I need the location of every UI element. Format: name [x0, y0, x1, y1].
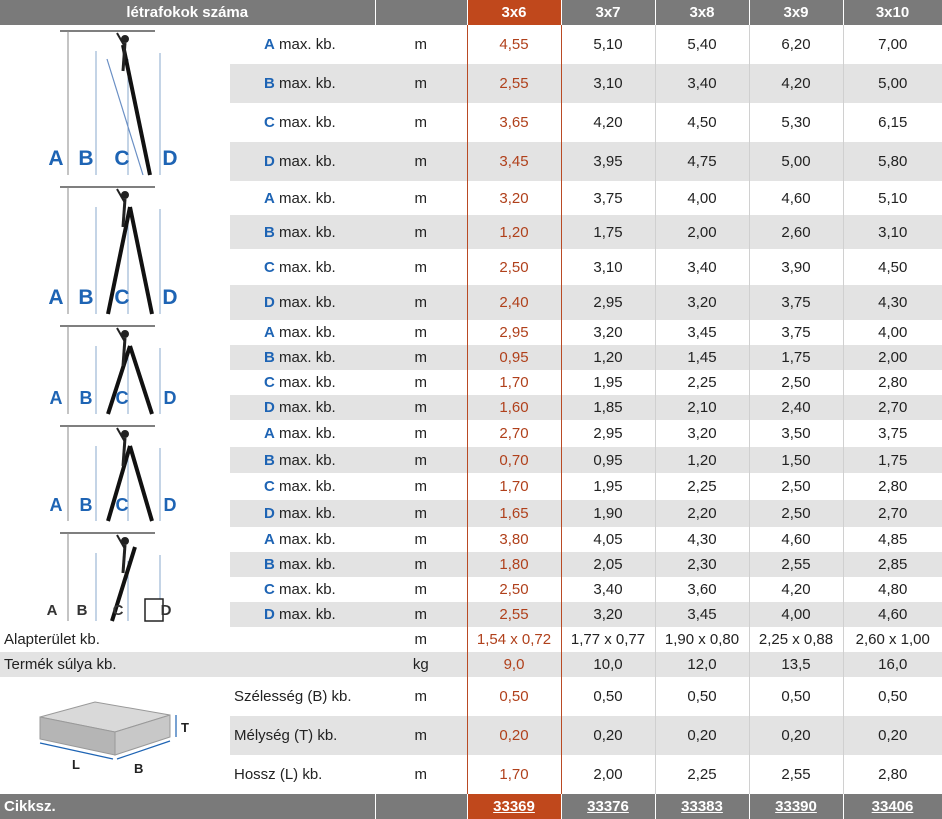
footprint-row-label: Alapterület kb. — [4, 631, 100, 648]
unit-cell: m — [414, 114, 428, 131]
value-cell: 2,55 — [467, 64, 561, 103]
unit-cell: m — [414, 36, 428, 53]
value-cell: 4,60 — [749, 181, 843, 215]
row-letter: C — [264, 581, 275, 598]
ladder-illustration — [0, 181, 230, 320]
diagram-letter-a: A — [48, 147, 64, 170]
unit-cell: m — [414, 478, 428, 495]
value-cell: 3,75 — [749, 285, 843, 320]
unit-cell: m — [414, 189, 428, 207]
unit-cell: m — [414, 425, 428, 442]
unit-cell: m — [375, 395, 467, 420]
value-cell: 4,55 — [467, 25, 561, 64]
value-cell: 1,50 — [749, 447, 843, 473]
row-letter: C — [264, 258, 275, 276]
unit-cell: m — [375, 716, 467, 755]
row-label — [230, 142, 375, 181]
ladder-illustration — [0, 420, 230, 527]
value-cell: 2,40 — [749, 395, 843, 420]
header-title: létrafokok száma — [0, 0, 375, 25]
value-cell: 4,20 — [561, 103, 655, 142]
value-cell: 1,90 — [561, 500, 655, 527]
row-letter: B — [264, 75, 275, 92]
value-cell: 2,25 — [655, 370, 749, 395]
article-code-link[interactable]: 33369 — [493, 798, 535, 815]
value-cell: 3,20 — [655, 420, 749, 447]
article-code-link[interactable]: 33383 — [681, 798, 723, 815]
row-label-suffix: max. kb. — [279, 75, 336, 92]
value-cell: 5,10 — [561, 25, 655, 64]
unit-cell: m — [375, 285, 467, 320]
diagram-letter-c: C — [114, 286, 130, 309]
value-cell: 4,60 — [843, 602, 942, 627]
diagram-letter-d: D — [162, 147, 178, 170]
unit-cell: m — [414, 631, 428, 648]
footer-row — [0, 794, 942, 819]
diagram-letter-d: D — [163, 495, 177, 515]
value-cell: 4,30 — [843, 285, 942, 320]
value-cell: 2,70 — [843, 395, 942, 420]
value-cell: 4,60 — [749, 527, 843, 552]
value-cell: 0,20 — [655, 716, 749, 755]
row-label — [230, 447, 375, 473]
value-cell: 2,50 — [749, 370, 843, 395]
row-letter: C — [264, 478, 275, 495]
value-cell: 3,20 — [561, 320, 655, 345]
value-cell: 3,45 — [655, 320, 749, 345]
ladder-illustration — [0, 320, 230, 420]
row-letter: A — [264, 425, 275, 442]
row-letter: C — [264, 374, 275, 391]
value-cell: 1,90 x 0,80 — [655, 627, 749, 652]
row-label-suffix: max. kb. — [279, 556, 336, 573]
row-label-suffix: max. kb. — [279, 581, 336, 598]
row-label — [230, 395, 375, 420]
value-cell: 4,75 — [655, 142, 749, 181]
value-cell: 4,00 — [843, 320, 942, 345]
unit-cell: m — [375, 215, 467, 249]
unit-cell: m — [414, 258, 428, 276]
value-cell: 4,50 — [843, 249, 942, 285]
value-cell: 3,40 — [655, 249, 749, 285]
value-cell: 3,95 — [561, 142, 655, 181]
value-cell: 1,70 — [467, 473, 561, 500]
value-cell: 1,80 — [467, 552, 561, 577]
header-model-3x10: 3x10 — [843, 0, 942, 25]
footprint-row — [0, 627, 942, 652]
value-cell: 5,40 — [655, 25, 749, 64]
value-cell: 2,25 — [655, 473, 749, 500]
value-cell: 2,70 — [843, 500, 942, 527]
value-cell: 4,30 — [655, 527, 749, 552]
value-cell: 0,70 — [467, 447, 561, 473]
unit-cell: m — [375, 64, 467, 103]
row-letter: D — [264, 294, 275, 311]
article-code-cell — [843, 794, 942, 819]
row-label-suffix: max. kb. — [279, 36, 336, 53]
article-code-link[interactable]: 33390 — [775, 798, 817, 815]
unit-cell: m — [375, 552, 467, 577]
value-cell: 1,54 x 0,72 — [467, 627, 561, 652]
value-cell: 5,00 — [843, 64, 942, 103]
diagram-letter-d: D — [162, 286, 178, 309]
value-cell: 0,50 — [467, 677, 561, 716]
header-unit-blank — [375, 0, 467, 25]
table-row — [0, 181, 942, 215]
value-cell: 1,70 — [467, 370, 561, 395]
value-cell: 1,60 — [467, 395, 561, 420]
row-letter: D — [264, 606, 275, 623]
value-cell: 2,80 — [843, 473, 942, 500]
unit-cell: m — [375, 500, 467, 527]
value-cell: 2,00 — [561, 755, 655, 794]
value-cell: 3,80 — [467, 527, 561, 552]
value-cell: 0,20 — [843, 716, 942, 755]
dimension-label: Hossz (L) kb. — [234, 766, 323, 783]
value-cell: 2,85 — [843, 552, 942, 577]
unit-cell: m — [375, 142, 467, 181]
row-label-suffix: max. kb. — [279, 223, 336, 241]
value-cell: 1,75 — [843, 447, 942, 473]
unit-cell: kg — [375, 652, 467, 677]
value-cell: 0,20 — [749, 716, 843, 755]
value-cell: 3,40 — [561, 577, 655, 602]
row-label — [230, 473, 375, 500]
article-code-link[interactable]: 33406 — [871, 798, 914, 815]
value-cell: 2,80 — [843, 755, 942, 794]
row-letter: A — [264, 189, 275, 207]
value-cell: 16,0 — [843, 652, 942, 677]
diagram-letter-a: A — [48, 286, 64, 309]
value-cell: 2,00 — [843, 345, 942, 370]
header-row — [0, 0, 942, 25]
value-cell: 1,65 — [467, 500, 561, 527]
ladder-diagram-5 — [0, 527, 230, 627]
value-cell: 2,70 — [467, 420, 561, 447]
row-label — [230, 370, 375, 395]
row-label — [230, 103, 375, 142]
weight-row-label: Termék súlya kb. — [0, 652, 375, 677]
row-label — [230, 25, 375, 64]
ladder-diagram-2 — [0, 181, 230, 320]
article-code-cell — [749, 794, 843, 819]
value-cell: 1,45 — [655, 345, 749, 370]
row-label-suffix: max. kb. — [279, 478, 336, 495]
value-cell: 2,95 — [561, 420, 655, 447]
value-cell: 2,55 — [467, 602, 561, 627]
value-cell: 2,00 — [655, 215, 749, 249]
value-cell: 5,10 — [843, 181, 942, 215]
diagram-letter-b: B — [79, 388, 93, 408]
row-label-suffix: max. kb. — [279, 189, 336, 207]
value-cell: 5,00 — [749, 142, 843, 181]
diagram-letter-c: C — [115, 388, 129, 408]
value-cell: 3,10 — [561, 64, 655, 103]
value-cell: 2,60 — [749, 215, 843, 249]
value-cell: 2,05 — [561, 552, 655, 577]
value-cell: 6,15 — [843, 103, 942, 142]
unit-cell: m — [414, 688, 428, 705]
row-letter: B — [264, 451, 275, 469]
value-cell: 2,25 x 0,88 — [749, 627, 843, 652]
row-label — [230, 215, 375, 249]
value-cell: 2,60 x 1,00 — [843, 627, 942, 652]
header-model-3x7: 3x7 — [561, 0, 655, 25]
value-cell: 4,85 — [843, 527, 942, 552]
value-cell: 2,95 — [561, 285, 655, 320]
value-cell: 6,20 — [749, 25, 843, 64]
value-cell: 2,30 — [655, 552, 749, 577]
value-cell: 2,55 — [749, 755, 843, 794]
value-cell: 3,45 — [467, 142, 561, 181]
diagram-letter-d: D — [163, 388, 177, 408]
package-box-illustration — [0, 677, 230, 794]
unit-cell: m — [375, 447, 467, 473]
value-cell: 7,00 — [843, 25, 942, 64]
row-label-suffix: max. kb. — [279, 399, 336, 416]
row-label-suffix: max. kb. — [279, 425, 336, 442]
ladder-diagram-4 — [0, 420, 230, 527]
row-label — [230, 500, 375, 527]
value-cell: 2,25 — [655, 755, 749, 794]
diagram-letter-a: A — [49, 388, 63, 408]
value-cell: 4,00 — [749, 602, 843, 627]
value-cell: 4,05 — [561, 527, 655, 552]
unit-cell: m — [375, 345, 467, 370]
value-cell: 3,10 — [843, 215, 942, 249]
article-number-label: Cikksz. — [0, 794, 375, 819]
table-row — [0, 320, 942, 345]
row-label — [230, 420, 375, 447]
value-cell: 3,65 — [467, 103, 561, 142]
value-cell: 1,95 — [561, 370, 655, 395]
row-label — [230, 64, 375, 103]
row-label-suffix: max. kb. — [279, 531, 336, 548]
footer-blank — [375, 794, 467, 819]
header-model-3x9: 3x9 — [749, 0, 843, 25]
value-cell: 5,80 — [843, 142, 942, 181]
article-code-cell — [561, 794, 655, 819]
header-model-3x8: 3x8 — [655, 0, 749, 25]
diagram-letter-b: B — [79, 495, 93, 515]
value-cell: 2,20 — [655, 500, 749, 527]
weight-row — [0, 652, 942, 677]
value-cell: 12,0 — [655, 652, 749, 677]
table-row — [0, 25, 942, 64]
value-cell: 2,95 — [467, 320, 561, 345]
value-cell: 3,20 — [467, 181, 561, 215]
row-letter: C — [264, 114, 275, 131]
unit-cell: m — [414, 766, 428, 783]
diagram-letter-a: A — [49, 495, 63, 515]
unit-cell: m — [414, 581, 428, 598]
value-cell: 4,20 — [749, 577, 843, 602]
ladder-illustration — [0, 25, 230, 181]
value-cell: 1,77 x 0,77 — [561, 627, 655, 652]
value-cell: 0,50 — [749, 677, 843, 716]
value-cell: 3,75 — [749, 320, 843, 345]
value-cell: 0,50 — [655, 677, 749, 716]
row-label-suffix: max. kb. — [279, 349, 336, 366]
ladder-illustration — [0, 527, 230, 627]
value-cell: 13,5 — [749, 652, 843, 677]
value-cell: 10,0 — [561, 652, 655, 677]
value-cell: 0,95 — [467, 345, 561, 370]
row-letter: D — [264, 505, 275, 522]
row-letter: D — [264, 153, 275, 170]
package-label-b: B — [134, 761, 144, 776]
row-label — [230, 602, 375, 627]
row-label — [230, 320, 375, 345]
ladder-diagram-3 — [0, 320, 230, 420]
value-cell: 2,50 — [467, 577, 561, 602]
value-cell: 1,20 — [655, 447, 749, 473]
row-label — [230, 249, 375, 285]
row-letter: D — [264, 399, 275, 416]
value-cell: 3,75 — [843, 420, 942, 447]
value-cell: 2,40 — [467, 285, 561, 320]
value-cell: 1,75 — [749, 345, 843, 370]
row-label-suffix: max. kb. — [279, 153, 336, 170]
unit-cell: m — [375, 602, 467, 627]
row-label-suffix: max. kb. — [279, 374, 336, 391]
value-cell: 1,20 — [561, 345, 655, 370]
value-cell: 3,20 — [561, 602, 655, 627]
row-label — [230, 552, 375, 577]
value-cell: 4,80 — [843, 577, 942, 602]
row-label — [230, 285, 375, 320]
value-cell: 3,60 — [655, 577, 749, 602]
article-code-cell — [655, 794, 749, 819]
value-cell: 2,50 — [467, 249, 561, 285]
row-label — [230, 345, 375, 370]
diagram-letter-d: D — [160, 602, 172, 619]
diagram-letter-a: A — [46, 602, 58, 619]
value-cell: 1,70 — [467, 755, 561, 794]
row-label — [230, 577, 375, 602]
row-letter: B — [264, 349, 275, 366]
row-label-suffix: max. kb. — [279, 451, 336, 469]
table-row — [0, 527, 942, 552]
value-cell: 2,80 — [843, 370, 942, 395]
value-cell: 1,85 — [561, 395, 655, 420]
value-cell: 2,50 — [749, 500, 843, 527]
article-code-link[interactable]: 33376 — [587, 798, 629, 815]
unit-cell: m — [414, 531, 428, 548]
row-label — [230, 181, 375, 215]
diagram-letter-c: C — [115, 495, 129, 515]
value-cell: 5,30 — [749, 103, 843, 142]
row-letter: B — [264, 556, 275, 573]
value-cell: 3,20 — [655, 285, 749, 320]
value-cell: 3,75 — [561, 181, 655, 215]
dimension-row — [0, 677, 942, 716]
value-cell: 0,95 — [561, 447, 655, 473]
ladder-diagram-1 — [0, 25, 230, 181]
row-label-suffix: max. kb. — [279, 114, 336, 131]
row-letter: A — [264, 324, 275, 341]
header-model-3x6: 3x6 — [467, 0, 561, 25]
value-cell: 1,95 — [561, 473, 655, 500]
diagram-letter-b: B — [78, 147, 94, 170]
dimension-label: Mélység (T) kb. — [230, 716, 375, 755]
value-cell: 3,10 — [561, 249, 655, 285]
article-code-cell — [467, 794, 561, 819]
value-cell: 4,50 — [655, 103, 749, 142]
value-cell: 3,40 — [655, 64, 749, 103]
package-diagram — [0, 677, 230, 794]
value-cell: 0,20 — [561, 716, 655, 755]
package-label-t: T — [181, 720, 189, 735]
value-cell: 1,75 — [561, 215, 655, 249]
value-cell: 3,45 — [655, 602, 749, 627]
table-row — [0, 420, 942, 447]
value-cell: 2,50 — [749, 473, 843, 500]
row-letter: B — [264, 223, 275, 241]
diagram-letter-b: B — [78, 286, 94, 309]
value-cell: 1,20 — [467, 215, 561, 249]
unit-cell: m — [414, 374, 428, 391]
row-letter: A — [264, 531, 275, 548]
row-label-suffix: max. kb. — [279, 294, 336, 311]
diagram-letter-c: C — [114, 147, 130, 170]
value-cell: 3,90 — [749, 249, 843, 285]
package-label-l: L — [72, 757, 80, 772]
dimension-label: Szélesség (B) kb. — [234, 688, 352, 705]
row-label-suffix: max. kb. — [279, 258, 336, 276]
diagram-letter-c: C — [112, 602, 124, 619]
value-cell: 9,0 — [467, 652, 561, 677]
value-cell: 4,20 — [749, 64, 843, 103]
value-cell: 0,50 — [843, 677, 942, 716]
value-cell: 2,55 — [749, 552, 843, 577]
diagram-letter-b: B — [76, 602, 88, 619]
value-cell: 4,00 — [655, 181, 749, 215]
value-cell: 0,20 — [467, 716, 561, 755]
row-label-suffix: max. kb. — [279, 505, 336, 522]
value-cell: 3,50 — [749, 420, 843, 447]
row-letter: A — [264, 36, 275, 53]
row-label-suffix: max. kb. — [279, 606, 336, 623]
unit-cell: m — [414, 324, 428, 341]
value-cell: 2,10 — [655, 395, 749, 420]
row-label-suffix: max. kb. — [279, 324, 336, 341]
value-cell: 0,50 — [561, 677, 655, 716]
row-label — [230, 527, 375, 552]
